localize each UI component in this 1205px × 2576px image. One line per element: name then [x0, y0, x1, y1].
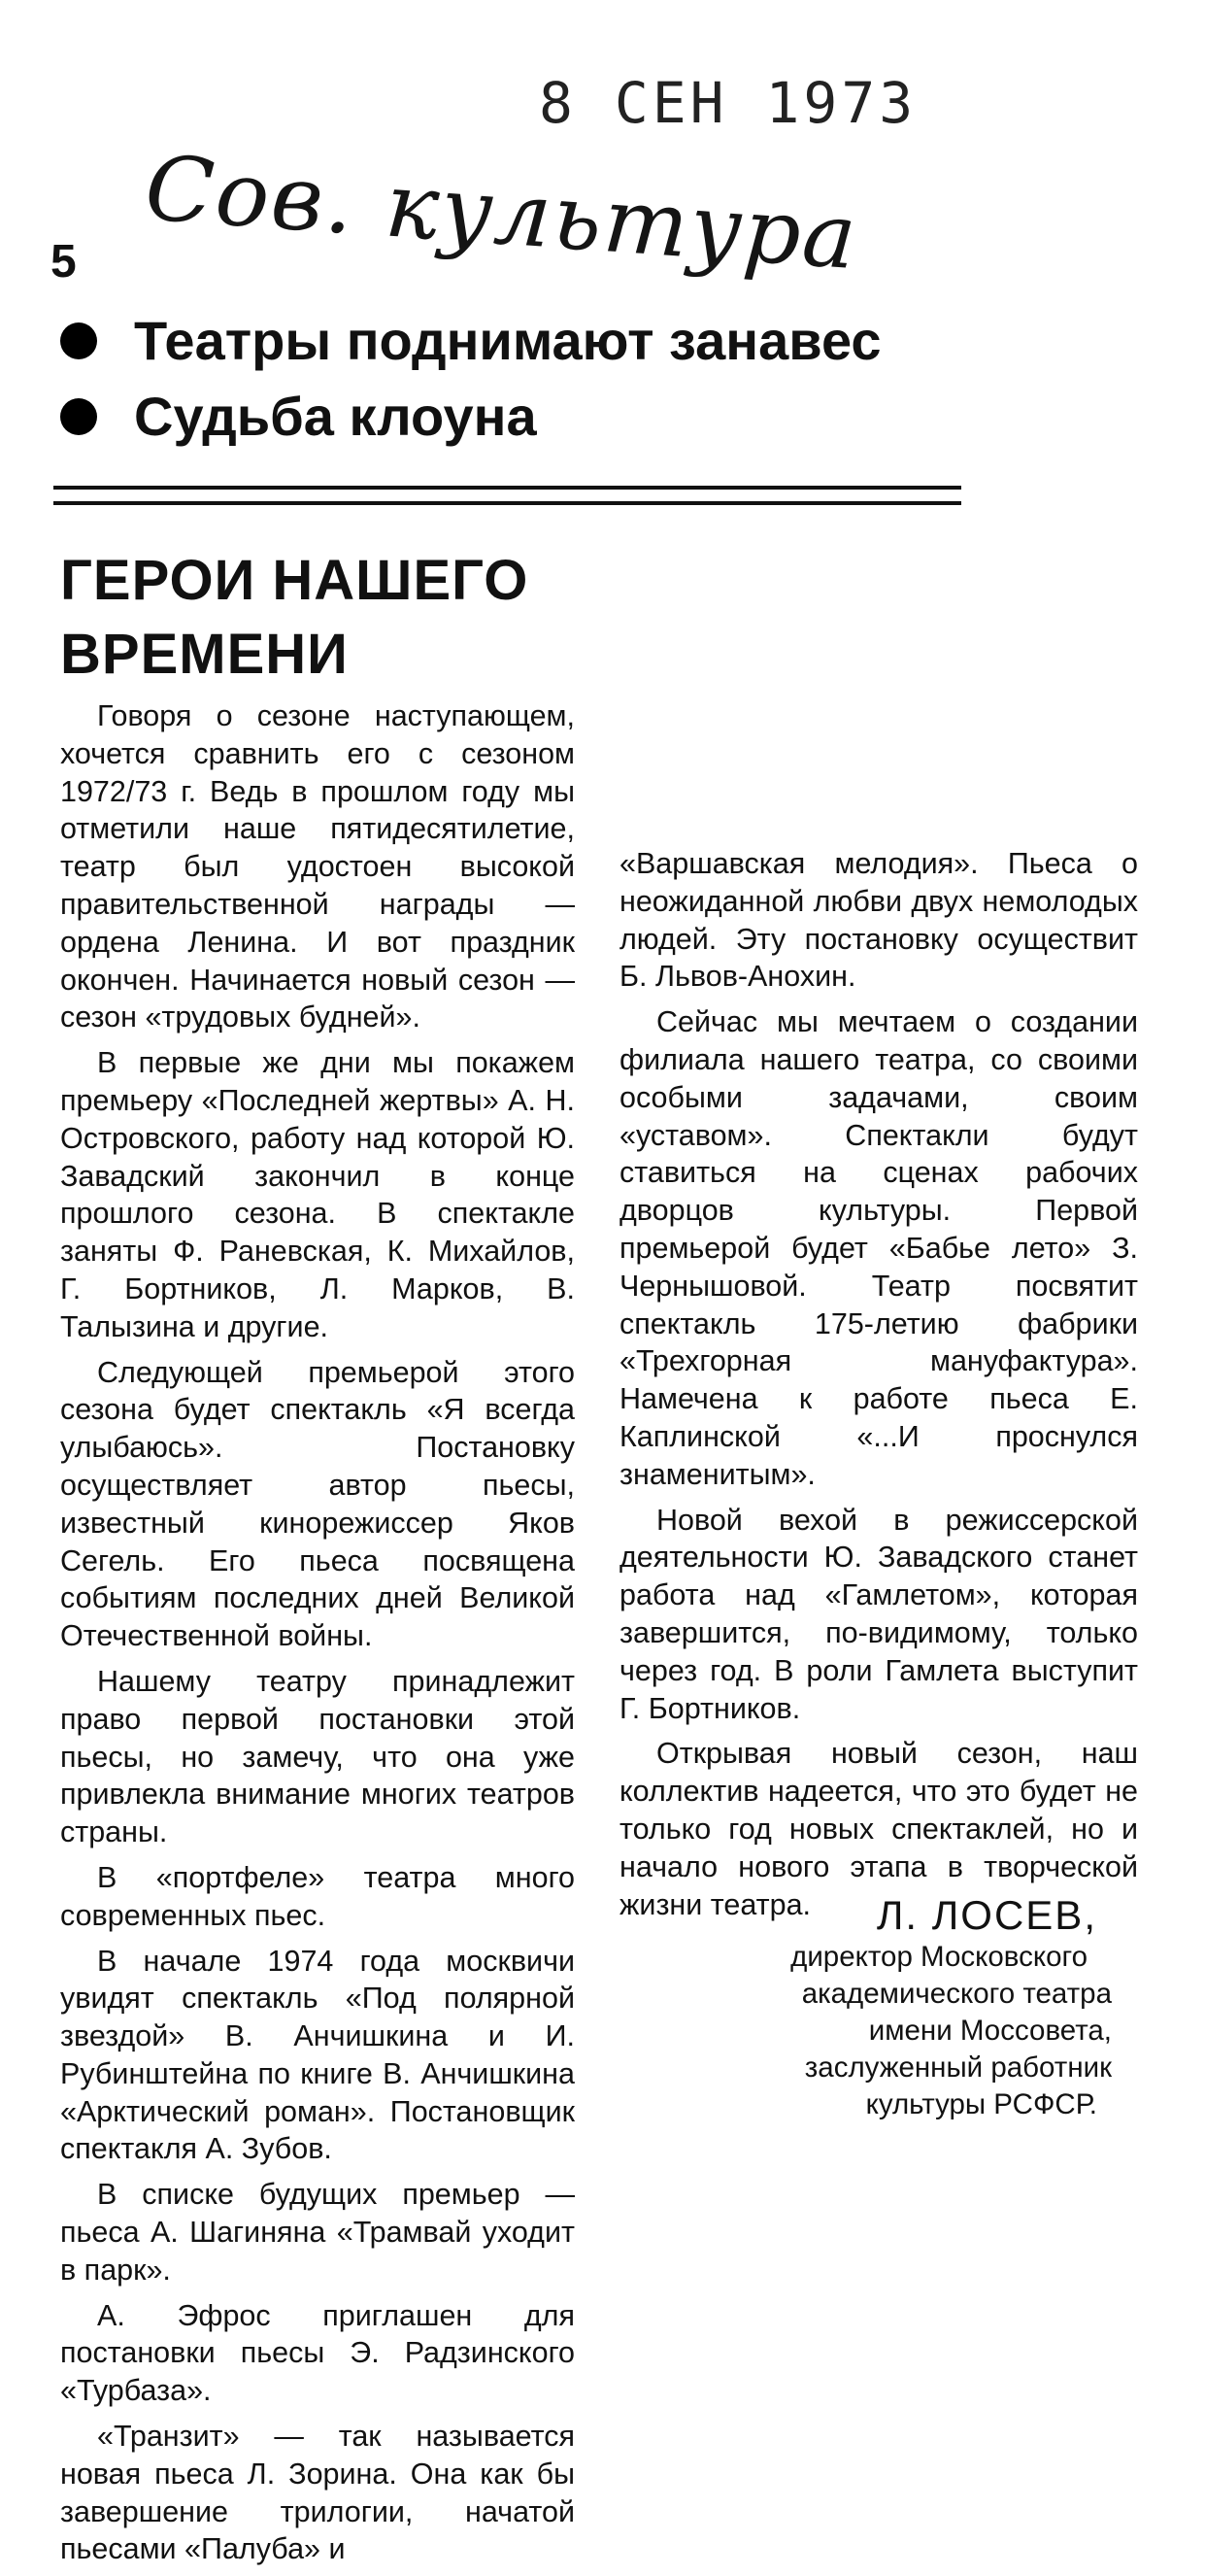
article-left-column [60, 697, 575, 2576]
paragraph: Следующей премьерой этого сезона будет спектакль «Я всегда улыбаюсь». Постановку осуществляет автор пьесы, известный кинорежиссер Яков Сегель. Его пьеса посвящена событиям последних дней Великой Отечественной войны. [60, 1355, 575, 1653]
divider-rule [53, 486, 961, 490]
rubric-clown [60, 385, 537, 448]
paragraph: В списке будущих премьер — пьеса А. Шагиняна «Трамвай уходит в парк». [60, 2178, 575, 2287]
paragraph: Новой вехой в режиссерской деятельности Ю. Завадского станет работа над «Гамлетом», которая завершится, по-видимому, только через год. В роли Гамлета выступит Г. Бортников. [619, 1503, 1138, 1725]
rubric-theatres [60, 309, 882, 372]
paragraph: Открывая новый сезон, наш коллектив надеется, что это будет не только год новых спектаклей, но и начало нового этапа в творческой жизни театра. [619, 1737, 1138, 1921]
handwritten-source-title: Сов. культура [142, 136, 862, 290]
author-title-line: академического театра [801, 1978, 1112, 2010]
paragraph: Говоря о сезоне наступающем, хочется сравнить его с сезоном 1972/73 г. Ведь в прошлом году мы отметили наше пятидесятилетие, театр был удостоен высокой правительственной награды — ордена Ленина. И вот праздник окончен. Начинается новый сезон — сезон «трудовых будней». [60, 699, 575, 1034]
page-number: 5 [50, 236, 77, 288]
paragraph: В «портфеле» театра много современных пьес. [60, 1860, 575, 1932]
paragraph: «Варшавская мелодия». Пьеса о неожиданной любви двух немолодых людей. Эту постановку осуществит Б. Львов-Анохин. [619, 847, 1138, 994]
author-title-line: директор Московского [790, 1941, 1088, 1973]
author-name: Л. ЛОСЕВ, [876, 1892, 1097, 1938]
article-right-column [619, 845, 1138, 1931]
author-signature [621, 1892, 1141, 2123]
divider-rule [53, 501, 961, 505]
author-title-line: имени Моссовета, [868, 2015, 1112, 2047]
paragraph: Нашему театру принадлежит право первой постановки этой пьесы, но замечу, что она уже привлекла внимание многих театров страны. [60, 1664, 575, 1849]
paragraph: В первые же дни мы покажем премьеру «Последней жертвы» А. Н. Островского, работу над которой Ю. Завадский закончил в конце прошлого сезона. В спектакле заняты Ф. Раневская, К. Михайлов, Г. Бортников, Л. Марков, В. Талызина и другие. [60, 1046, 575, 1343]
author-title-line: заслуженный работник [804, 2051, 1112, 2084]
bullet-icon [60, 398, 97, 435]
paragraph: В начале 1974 года москвичи увидят спектакль «Под полярной звездой» В. Анчишкина и И. Рубинштейна по книге В. Анчишкина «Арктический роман». Постановщик спектакля А. Зубов. [60, 1944, 575, 2166]
author-title-line: культуры РСФСР. [865, 2088, 1097, 2120]
rubric-label: Судьба клоуна [134, 386, 537, 447]
date-stamp: 8 СЕН 1973 [539, 70, 918, 136]
paragraph: Сейчас мы мечтаем о создании филиала нашего театра, со своими особыми задачами, своим «уставом». Спектакли будут ставиться на сценах рабочих дворцов культуры. Первой премьерой будет «Бабье лето» З. Чернышовой. Театр посвятит спектакль 175-летию фабрики «Трехгорная мануфактура». Намечена к работе пьеса Е. Каплинской «...И проснулся знаменитым». [619, 1005, 1138, 1491]
paragraph: А. Эфрос приглашен для постановки пьесы Э. Радзинского «Турбаза». [60, 2298, 575, 2408]
bullet-icon [60, 322, 97, 359]
paragraph: «Транзит» — так называется новая пьеса Л. Зорина. Она как бы завершение трилогии, начатой пьесами «Палуба» и [60, 2420, 575, 2566]
article-headline: ГЕРОИ НАШЕГО ВРЕМЕНИ [60, 549, 529, 686]
rubric-label: Театры поднимают занавес [134, 310, 882, 371]
